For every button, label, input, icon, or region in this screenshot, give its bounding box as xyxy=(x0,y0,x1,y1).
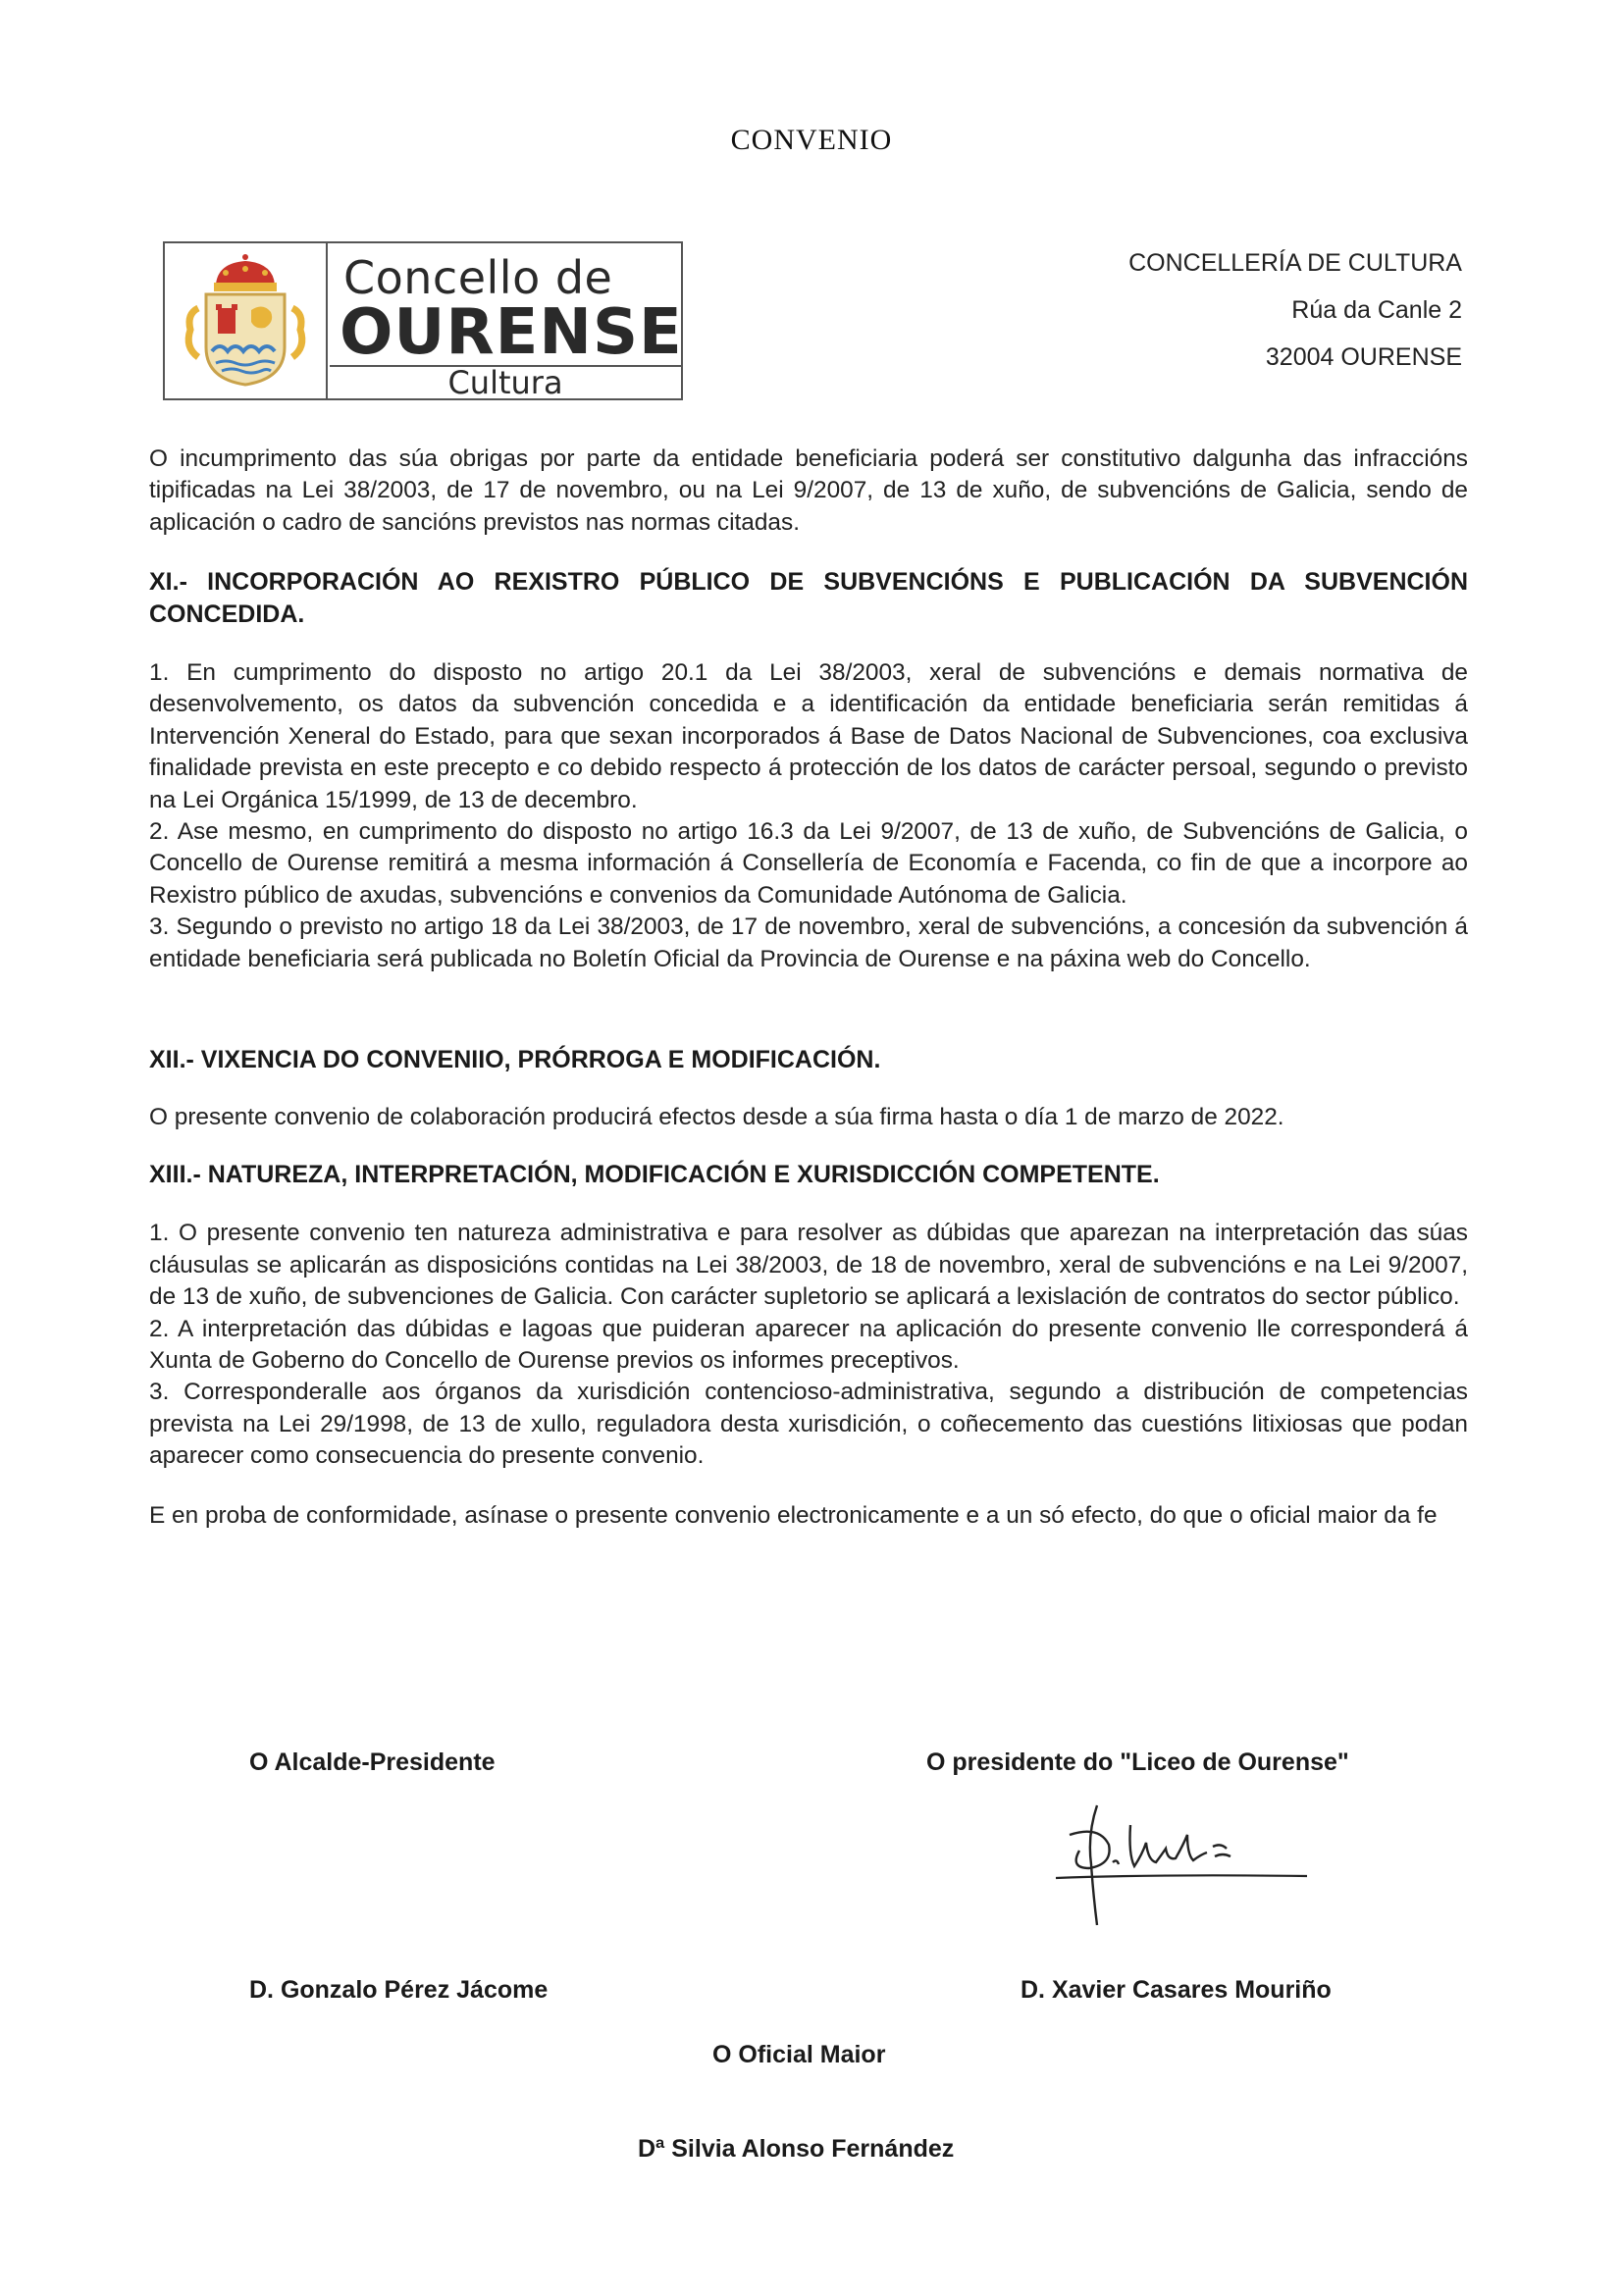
section-13-paragraph-2: 2. A interpretación das dúbidas e lagoas que puideran aparecer na aplicación do presente convenio lle corresponderá á Xunta de Goberno do Concello de Ourense previos os informes preceptivos. xyxy=(149,1315,1468,1374)
address-line-3: 32004 OURENSE xyxy=(1265,343,1462,371)
closing-paragraph: E en proba de conformidade, asínase o presente convenio electronicamente e a un só efecto, do que o oficial maior da fe xyxy=(149,1501,1438,1529)
logo-text-concello: Concello de xyxy=(343,251,613,304)
document-body xyxy=(149,444,1468,1532)
section-13-paragraph-3: 3. Corresponderalle aos órganos da xurisdición contencioso-administrativa, segundo a distribución de competencias prevista na Lei 29/1998, de 13 de xullo, reguladora desta xurisdición, o coñecemento das cuestións litixiosas que podan aparecer como consecuencia do presente convenio. xyxy=(149,1379,1468,1470)
sender-address xyxy=(1128,239,1462,381)
section-11-heading: XI.- INCORPORACIÓN AO REXISTRO PÚBLICO DE SUBVENCIÓNS E PUBLICACIÓN DA SUBVENCIÓN CONCEDIDA. xyxy=(149,568,1468,628)
section-12-paragraph-1: O presente convenio de colaboración producirá efectos desde a súa firma hasta o día 1 de marzo de 2022. xyxy=(149,1103,1284,1130)
section-13-heading: XIII.- NATUREZA, INTERPRETACIÓN, MODIFICACIÓN E XURISDICCIÓN COMPETENTE. xyxy=(149,1160,1160,1188)
signatory-right-title: O presidente do "Liceo de Ourense" xyxy=(926,1748,1349,1776)
signatory-left-name: D. Gonzalo Pérez Jácome xyxy=(249,1976,549,2004)
officer-name: Dª Silvia Alonso Fernández xyxy=(638,2135,955,2163)
signatory-right-name: D. Xavier Casares Mouriño xyxy=(1021,1976,1332,2004)
section-11-paragraph-1: 1. En cumprimento do disposto no artigo 20.1 da Lei 38/2003, xeral de subvencións e demais normativa de desenvolvemento, os datos da subvención concedida e a identificación da entidade beneficiaria serán remitidas á Intervención Xeneral do Estado, para que sexan incorporados á Base de Datos Nacional de Subvenciones, coa exclusiva finalidade prevista en este precepto e co debido respecto á protección de los datos de carácter persoal, segundo o previsto na Lei Orgánica 15/1999, de 13 de decembro. xyxy=(149,659,1468,813)
address-line-2: Rúa da Canle 2 xyxy=(1291,296,1462,324)
section-13-paragraph-1: 1. O presente convenio ten natureza administrativa e para resolver as dúbidas que aparezan na interpretación das súas cláusulas se aplicarán as disposicións contidas na Lei 38/2003, de 18 de novembro, xeral de subvencións e na Lei 9/2007, de 13 de xuño, de subvenciones de Galicia. Con carácter supletorio se aplicará a lexislación de contratos do sector público. xyxy=(149,1220,1468,1311)
document-title: CONVENIO xyxy=(730,124,893,156)
concello-logo xyxy=(163,241,683,400)
logo-text-cultura: Cultura xyxy=(447,364,563,401)
section-11-paragraph-2: 2. Ase mesmo, en cumprimento do disposto no artigo 16.3 da Lei 9/2007, de 13 de xuño, de Subvencións de Galicia, o Concello de Ourense remitirá a mesma información á Consellería de Economía e Facenda, co fin de que a incorpore ao Rexistro público de axudas, subvencións e convenios da Comunidade Autónoma de Galicia. xyxy=(149,818,1468,909)
logo-text-ourense: OURENSE xyxy=(340,296,683,369)
section-11-paragraph-3: 3. Segundo o previsto no artigo 18 da Lei 38/2003, de 17 de novembro, xeral de subvencións, a concesión da subvención á entidade beneficiaria será publicada no Boletín Oficial da Provincia de Ourense e na páxina web do Concello. xyxy=(149,913,1468,972)
coat-of-arms-icon xyxy=(165,243,328,398)
section-12-heading: XII.- VIXENCIA DO CONVENIIO, PRÓRROGA E MODIFICACIÓN. xyxy=(149,1046,881,1074)
handwritten-signature xyxy=(1040,1796,1335,1933)
signatory-left-title: O Alcalde-Presidente xyxy=(249,1748,496,1776)
address-line-1: CONCELLERÍA DE CULTURA xyxy=(1128,249,1462,277)
officer-title: O Oficial Maior xyxy=(712,2041,886,2068)
intro-paragraph: O incumprimento das súa obrigas por parte da entidade beneficiaria poderá ser constitutivo dalgunha das infraccións tipificadas na Lei 38/2003, de 17 de novembro, ou na Lei 9/2007, de 13 de xuño, de subvencións de Galicia, sendo de aplicación o cadro de sancións previstos nas normas citadas. xyxy=(149,445,1468,536)
